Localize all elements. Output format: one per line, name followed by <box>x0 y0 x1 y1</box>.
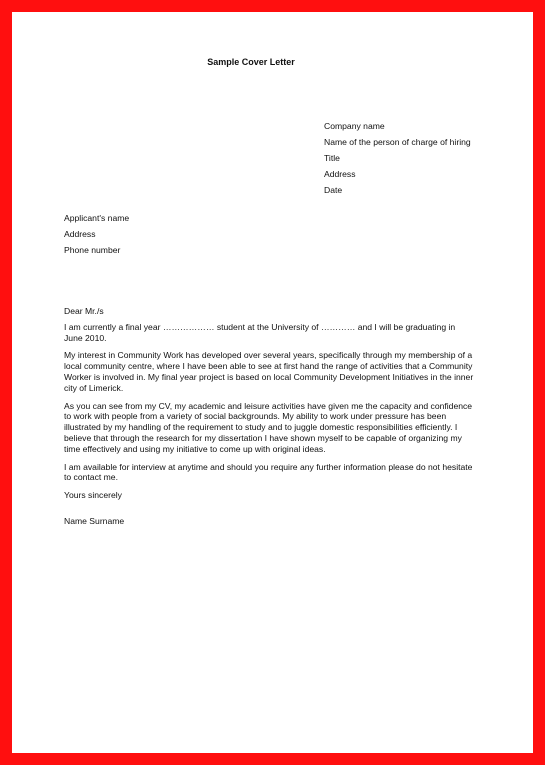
cover-letter-page <box>12 12 533 753</box>
recipient-block <box>324 118 471 198</box>
signature-name: Name Surname <box>64 515 125 526</box>
recipient-company: Company name <box>324 121 385 131</box>
recipient-title: Title <box>324 153 340 163</box>
applicant-address: Address <box>64 229 96 239</box>
paragraph-interest: My interest in Community Work has developed over several years, specifically through my membership of a local community centre, where I have been able to see at first hand the range of activities that a Community Worker is involved in. My final year project is based on local Community Development Initiatives in the inner city of Limerick. <box>64 350 474 393</box>
applicant-phone: Phone number <box>64 245 121 255</box>
document-title: Sample Cover Letter <box>207 57 295 67</box>
recipient-address: Address <box>324 169 356 179</box>
applicant-name: Applicant's name <box>64 213 130 223</box>
paragraph-intro: I am currently a final year ……………… student at the University of ………… and I will be graduating in June 2010. <box>64 321 456 343</box>
letter-date: Date <box>324 185 343 195</box>
closing: Yours sincerely <box>64 490 122 501</box>
salutation: Dear Mr./s <box>64 306 104 316</box>
paragraph-skills: As you can see from my CV, my academic and leisure activities have given me the capacity and confidence to work with people from a variety of social backgrounds. My ability to work under pressure has been illustrated by my handling of the requirement to study and to juggle domestic responsibilities efficiently. I believe that through the research for my dissertation I have shown myself to be capable of organizing my time effectively and using my initiative to come up with original ideas. <box>64 400 473 454</box>
paragraph-availability: I am available for interview at anytime and should you require any further information please do not hesitate to contact me. <box>64 461 473 483</box>
letter-body <box>64 306 476 534</box>
recipient-person: Name of the person of charge of hiring <box>324 137 471 147</box>
applicant-block <box>64 210 129 258</box>
